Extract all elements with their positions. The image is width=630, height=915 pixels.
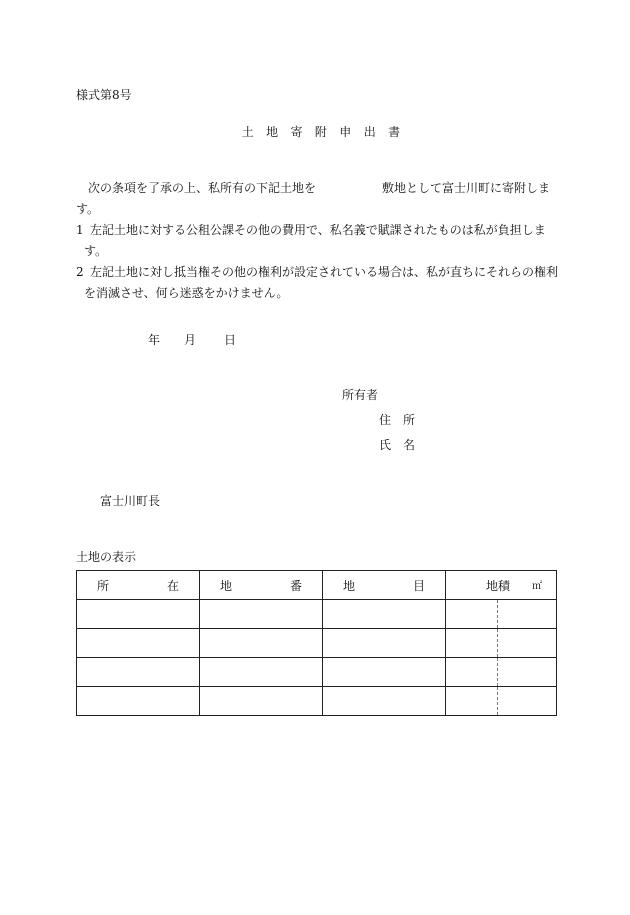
- category-cell[interactable]: [323, 658, 446, 687]
- header-land-category: 地 目: [323, 571, 446, 600]
- lot-number-cell[interactable]: [200, 600, 323, 629]
- location-cell[interactable]: [77, 687, 200, 716]
- land-table-header-row: [77, 571, 557, 600]
- category-cell[interactable]: [323, 600, 446, 629]
- location-cell[interactable]: [77, 600, 200, 629]
- condition-number: 1: [76, 223, 84, 237]
- date-month-label: 月: [184, 333, 197, 347]
- declaration-main-paragraph: [76, 178, 558, 220]
- table-row: [77, 600, 557, 629]
- date-line: [148, 331, 236, 348]
- location-cell[interactable]: [77, 658, 200, 687]
- declaration-text-before: 次の条項を了承の上、私所有の下記土地を: [88, 181, 317, 195]
- condition-text: 左記土地に対する公租公課その他の費用で、私名義で賦課されたものは私が負担します。: [84, 223, 546, 258]
- address-label: 住 所: [379, 413, 416, 427]
- lot-number-cell[interactable]: [200, 658, 323, 687]
- area-decimal-cell[interactable]: [498, 600, 557, 629]
- category-cell[interactable]: [323, 629, 446, 658]
- form-number: 様式第8号: [76, 88, 132, 102]
- land-table-caption: 土地の表示: [76, 550, 137, 564]
- condition-text: 左記土地に対し抵当権その他の権利が設定されている場合は、私が直ちにそれらの権利を消滅させ、何ら迷惑をかけません。: [84, 265, 559, 300]
- recipient: 富士川町長: [100, 494, 161, 508]
- area-integer-cell[interactable]: [446, 687, 498, 716]
- document-title: 土 地 寄 附 申 出 書: [241, 125, 401, 139]
- declaration-text-after: 敷地として富士川町に寄附します。: [76, 181, 551, 216]
- area-decimal-cell[interactable]: [498, 658, 557, 687]
- lot-number-cell[interactable]: [200, 629, 323, 658]
- area-integer-cell[interactable]: [446, 658, 498, 687]
- area-decimal-cell[interactable]: [498, 687, 557, 716]
- declaration-body: [76, 178, 558, 304]
- land-table: [76, 570, 557, 716]
- condition-item-2: [76, 262, 558, 304]
- date-year-label: 年: [148, 333, 161, 347]
- date-day-label: 日: [224, 333, 237, 347]
- name-label: 氏 名: [379, 438, 416, 452]
- owner-label: 所有者: [342, 388, 379, 402]
- location-cell[interactable]: [77, 629, 200, 658]
- condition-item-1: [76, 220, 558, 262]
- table-row: [77, 687, 557, 716]
- area-integer-cell[interactable]: [446, 600, 498, 629]
- area-unit: ㎡: [532, 580, 543, 592]
- area-decimal-cell[interactable]: [498, 629, 557, 658]
- header-area: 地積 ㎡: [446, 571, 557, 600]
- lot-number-cell[interactable]: [200, 687, 323, 716]
- header-lot-number: 地 番: [200, 571, 323, 600]
- category-cell[interactable]: [323, 687, 446, 716]
- header-location: 所 在: [77, 571, 200, 600]
- table-row: [77, 658, 557, 687]
- table-row: [77, 629, 557, 658]
- condition-number: 2: [76, 265, 84, 279]
- area-integer-cell[interactable]: [446, 629, 498, 658]
